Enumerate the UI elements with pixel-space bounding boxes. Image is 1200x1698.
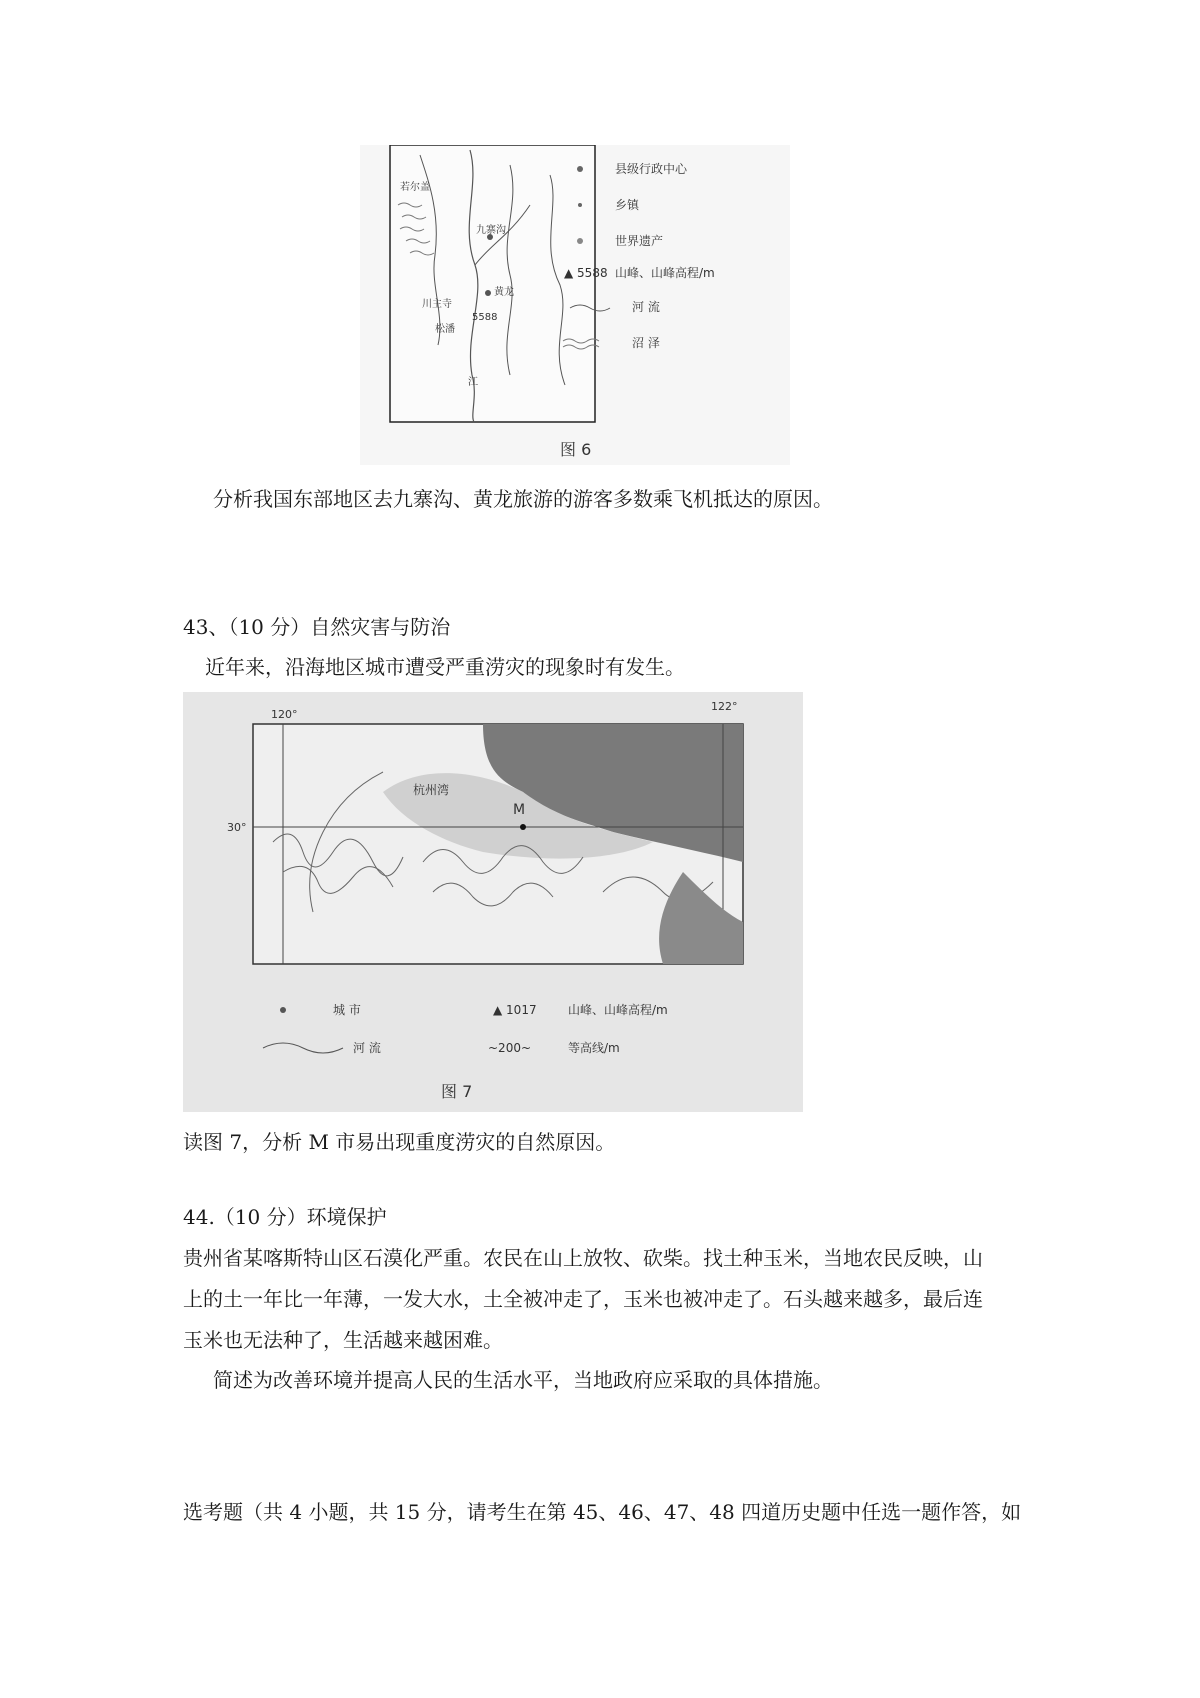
lat-30: 30° [227, 821, 247, 834]
q44-prompt: 简述为改善环境并提高人民的生活水平，当地政府应采取的具体措施。 [213, 1368, 833, 1392]
figure7-caption: 图 7 [441, 1082, 473, 1101]
svg-text:等高线/m: 等高线/m [568, 1041, 620, 1055]
q44-heading: 44.（10 分）环境保护 [183, 1205, 387, 1229]
figure-6-map [360, 145, 790, 465]
svg-text:乡镇: 乡镇 [615, 198, 640, 212]
svg-text:河 流: 河 流 [353, 1041, 381, 1055]
q43-prompt: 读图 7，分析 M 市易出现重度涝灾的自然原因。 [183, 1130, 616, 1154]
place-songpan: 松潘 [435, 324, 455, 335]
q44-line-1: 贵州省某喀斯特山区石漠化严重。农民在山上放牧、砍柴。找土种玉米，当地农民反映，山 [183, 1246, 983, 1270]
svg-text:~200~: ~200~ [488, 1041, 532, 1055]
peak-elevation: 5588 [472, 312, 498, 323]
q43-heading: 43、（10 分）自然灾害与防治 [183, 615, 451, 639]
svg-text:山峰、山峰高程/m: 山峰、山峰高程/m [615, 266, 715, 280]
figure7-legend [263, 1002, 668, 1055]
lon-122: 122° [711, 700, 738, 713]
place-huanglong: 黄龙 [494, 287, 514, 298]
river-jiang: 江 [468, 377, 478, 388]
elective-note: 选考题（共 4 小题，共 15 分，请考生在第 45、46、47、48 四道历史题中任选一题作答，如 [183, 1500, 1022, 1524]
svg-text:城 市: 城 市 [333, 1003, 361, 1017]
svg-text:山峰、山峰高程/m: 山峰、山峰高程/m [568, 1003, 668, 1017]
city-m-label: M [513, 802, 526, 818]
bay-label: 杭州湾 [413, 783, 450, 797]
q42-prompt: 分析我国东部地区去九寨沟、黄龙旅游的游客多数乘飞机抵达的原因。 [213, 487, 833, 511]
figure-7-map [183, 692, 803, 1112]
q43-intro: 近年来，沿海地区城市遭受严重涝灾的现象时有发生。 [205, 655, 685, 679]
svg-text:▲ 5588: ▲ 5588 [564, 266, 608, 280]
svg-text:▲ 1017: ▲ 1017 [493, 1003, 537, 1017]
svg-text:县级行政中心: 县级行政中心 [615, 162, 688, 176]
svg-text:河 流: 河 流 [632, 300, 660, 314]
svg-text:沼 泽: 沼 泽 [632, 336, 660, 350]
svg-text:世界遗产: 世界遗产 [615, 234, 664, 248]
figure6-caption: 图 6 [560, 440, 592, 459]
place-chuanzhusi: 川主寺 [422, 299, 452, 310]
q44-line-3: 玉米也无法种了，生活越来越困难。 [183, 1328, 503, 1352]
q44-line-2: 上的土一年比一年薄，一发大水，土全被冲走了，玉米也被冲走了。石头越来越多，最后连 [183, 1287, 983, 1311]
place-jiuzhaigou: 九寨沟 [476, 225, 506, 236]
lon-120: 120° [271, 708, 298, 721]
place-ruoergai: 若尔盖 [400, 182, 430, 193]
